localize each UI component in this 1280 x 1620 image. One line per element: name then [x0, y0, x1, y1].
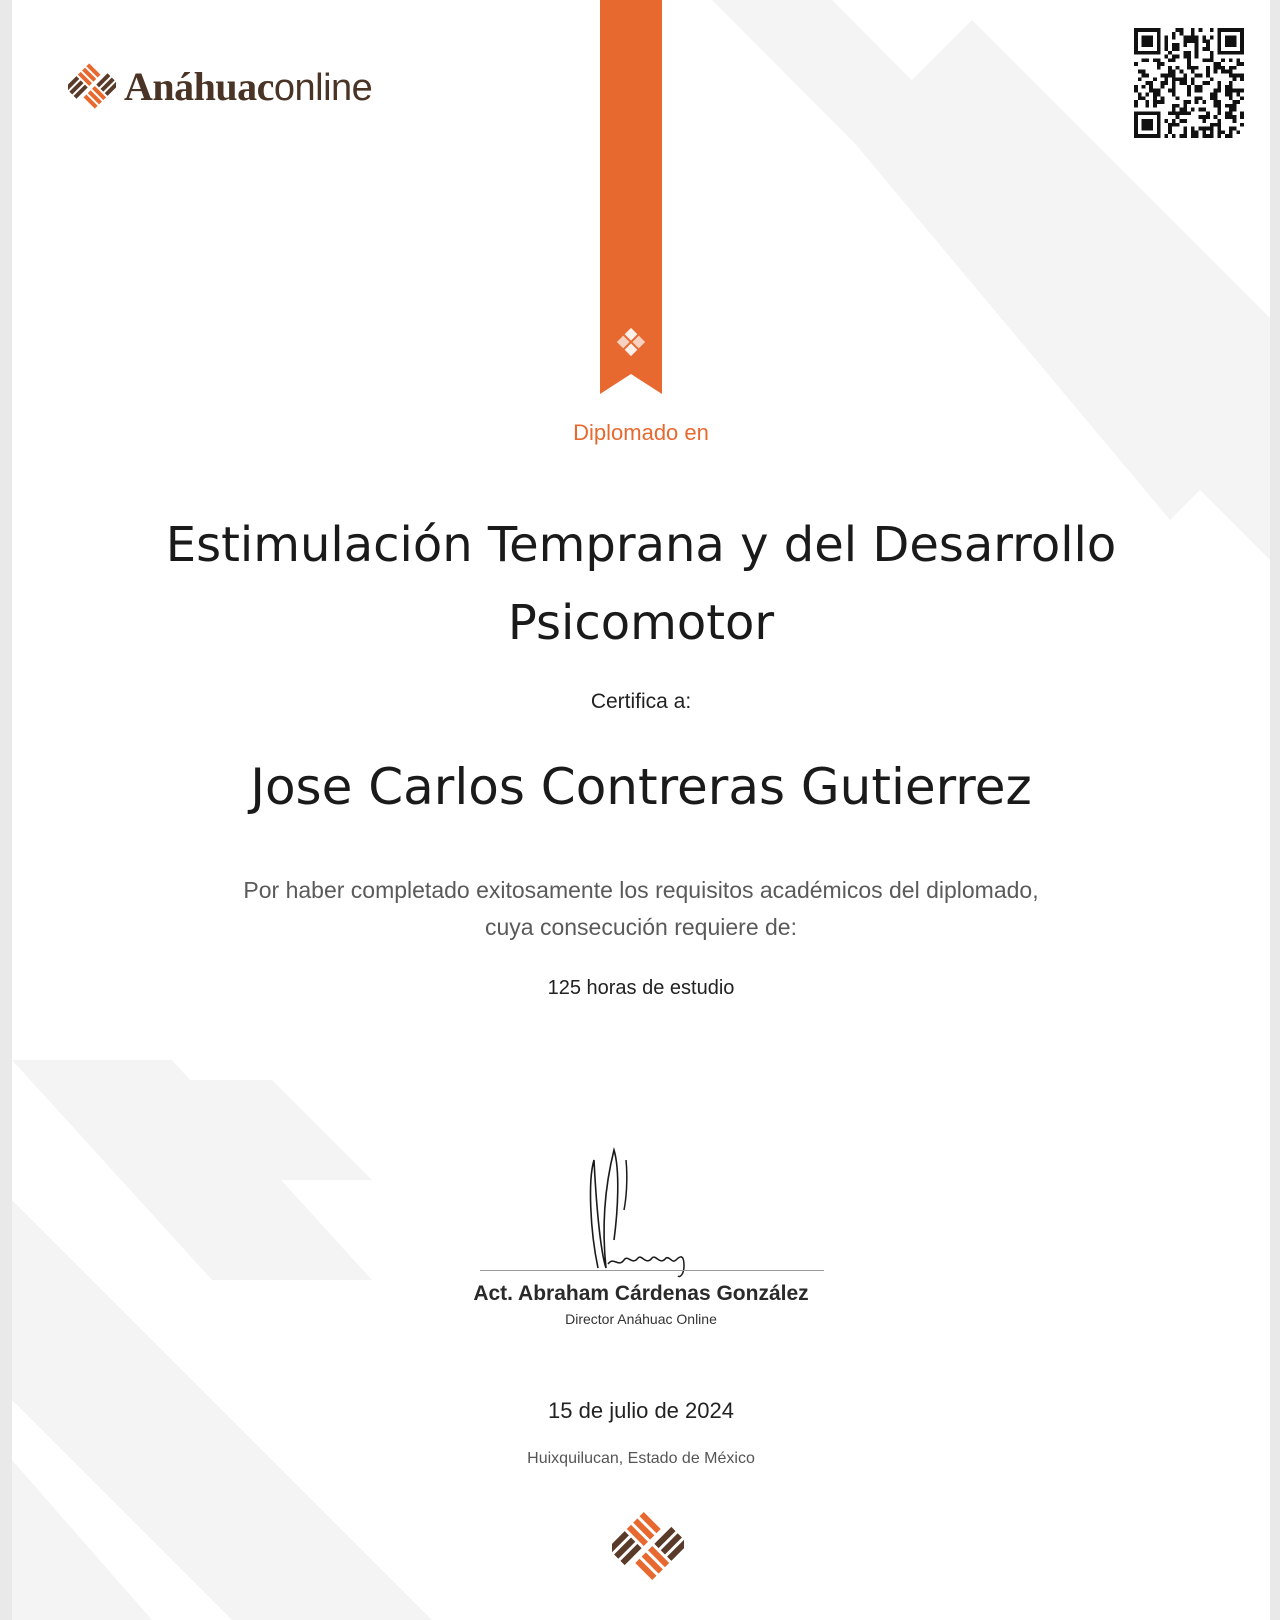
reason-line2: cuya consecución requiere de:	[485, 914, 797, 940]
brand-name-light: online	[273, 66, 373, 109]
brand-name	[124, 63, 372, 110]
signatory-name: Act. Abraham Cárdenas González	[473, 1282, 809, 1305]
diploma-label: Diplomado en	[573, 420, 709, 445]
brand-name-bold: Anáhuac	[124, 63, 274, 109]
issue-date: 15 de julio de 2024	[548, 1398, 734, 1423]
study-hours: 125 horas de estudio	[547, 977, 735, 999]
anahuac-logo-icon	[612, 1510, 684, 1582]
certifies-label: Certifica a:	[590, 690, 692, 713]
anahuac-logo-icon	[68, 62, 116, 110]
certificate-page	[12, 0, 1270, 1620]
reason-line1: Por haber completado exitosamente los requisitos académicos del diplomado,	[243, 877, 1039, 903]
reason-text	[12, 872, 1270, 946]
recipient-name: Jose Carlos Contreras Gutierrez	[250, 758, 1032, 816]
signatory-title: Director Anáhuac Online	[565, 1311, 717, 1327]
qr-code-icon[interactable]	[1134, 28, 1244, 138]
ribbon-icon	[600, 0, 662, 394]
signature-image	[580, 1140, 700, 1280]
signature-line	[480, 1270, 824, 1271]
program-title-line2: Psicomotor	[507, 595, 775, 651]
program-title-line1: Estimulación Temprana y del Desarrollo	[165, 517, 1117, 573]
brand-logo	[68, 62, 372, 110]
issue-place: Huixquilucan, Estado de México	[527, 1450, 755, 1467]
program-title	[12, 506, 1270, 662]
